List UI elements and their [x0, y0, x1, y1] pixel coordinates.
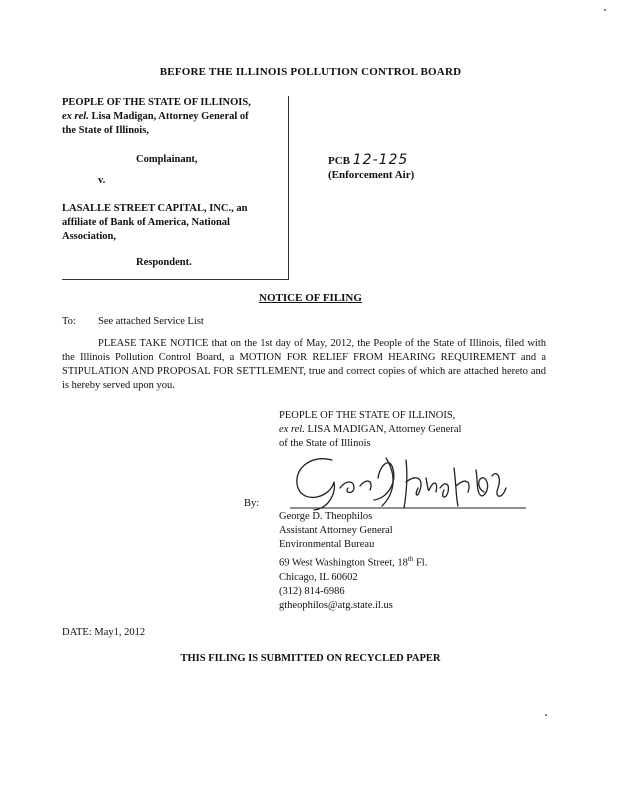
- respondent-label: Respondent.: [136, 257, 192, 268]
- case-caption-box: [62, 96, 289, 280]
- case-number: [328, 153, 414, 168]
- plaintiff-line-2: [62, 110, 249, 124]
- board-title: BEFORE THE ILLINOIS POLLUTION CONTROL BOARD: [159, 66, 462, 78]
- attorney-bureau: Environmental Bureau: [279, 539, 375, 550]
- filing-date: DATE: May1, 2012: [62, 627, 146, 638]
- case-type: (Enforcement Air): [328, 169, 415, 181]
- attorney-street: [279, 552, 427, 571]
- street-prefix: 69 West Washington Street, 18: [279, 557, 408, 569]
- to-value: See attached Service List: [98, 316, 204, 327]
- respondent-line-3: Association,: [62, 231, 116, 242]
- handwritten-signature: [270, 448, 530, 518]
- respondent-line-2: affiliate of Bank of America, National: [62, 217, 230, 228]
- notice-title: NOTICE OF FILING: [259, 292, 362, 304]
- case-number-block: [328, 153, 414, 182]
- plaintiff-line-3: the State of Illinois,: [62, 125, 149, 136]
- attorney-address-block: [279, 510, 427, 613]
- versus: v.: [98, 175, 106, 186]
- scan-speck: [545, 714, 547, 716]
- respondent-line-1: LASALLE STREET CAPITAL, INC., an: [62, 203, 248, 214]
- attorney-phone: (312) 814-6986: [279, 585, 345, 597]
- signature-line-2-rest: LISA MADIGAN, Attorney General: [304, 424, 462, 435]
- plaintiff-line-2-rest: Lisa Madigan, Attorney General of: [88, 111, 249, 122]
- case-number-handwritten: 12-125: [352, 152, 409, 168]
- attorney-email: gtheophilos@atg.state.il.us: [279, 599, 393, 611]
- attorney-title: Assistant Attorney General: [279, 525, 393, 536]
- signature-ex-rel: ex rel.: [279, 424, 305, 435]
- signature-line-1: PEOPLE OF THE STATE OF ILLINOIS,: [279, 410, 456, 421]
- recycled-paper-notice: THIS FILING IS SUBMITTED ON RECYCLED PAPER: [180, 653, 441, 664]
- notice-paragraph: PLEASE TAKE NOTICE that on the 1st day of May, 2012, the People of the State of Illinois, filed with the Illinois Pollution Control Board, a MOTION FOR RELIEF FROM HEARING REQUIREMENT and a STIPULATION AND PROPOSAL FOR SETTLEMENT, true and correct copies of which are attached hereto and is hereby served upon you.: [62, 338, 546, 391]
- to-label: To:: [62, 316, 76, 327]
- signature-line-3: of the State of Illinois: [279, 438, 371, 449]
- attorney-name: George D. Theophilos: [279, 511, 373, 522]
- complainant-label: Complainant,: [136, 154, 198, 165]
- scan-speck: [604, 9, 606, 11]
- signature-line-2: [279, 423, 461, 437]
- street-superscript: th: [407, 555, 414, 563]
- street-suffix: Fl.: [413, 557, 428, 569]
- by-label: By:: [244, 498, 260, 509]
- ex-rel: ex rel.: [62, 111, 89, 122]
- plaintiff-line-1: PEOPLE OF THE STATE OF ILLINOIS,: [62, 97, 251, 108]
- signature-block: [279, 409, 461, 451]
- case-prefix: PCB: [328, 155, 350, 167]
- attorney-city: Chicago, IL 60602: [279, 571, 358, 583]
